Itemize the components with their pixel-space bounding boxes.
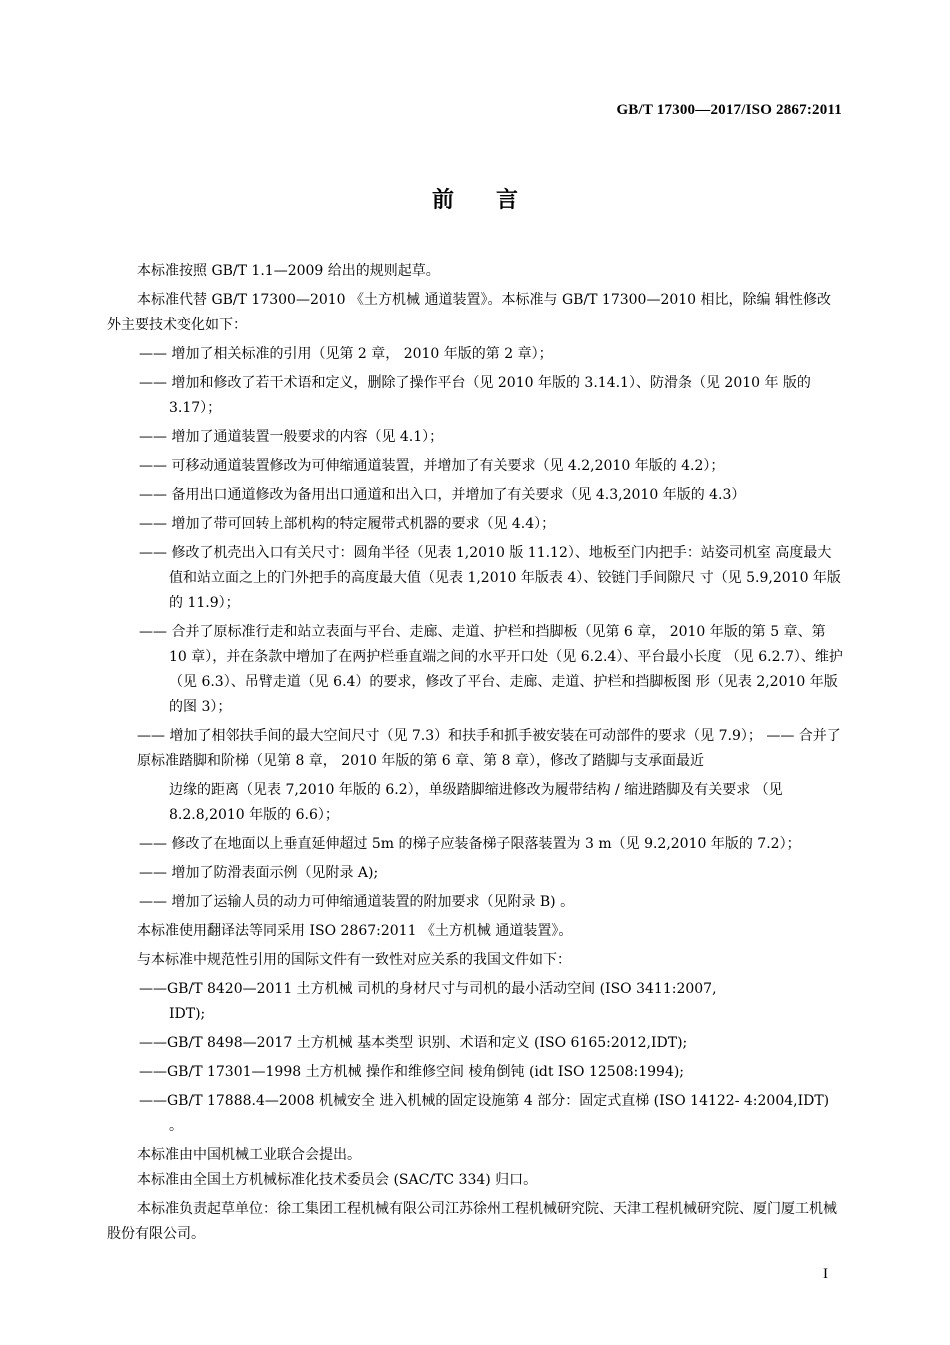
paragraph: 本标准由中国机械工业联合会提出。 bbox=[137, 1147, 361, 1163]
change-item: —— 增加了相关标准的引用（见第 2 章， 2010 年版的第 2 章）； bbox=[139, 346, 553, 362]
change-item: —— 增加了带可回转上部机构的特定履带式机器的要求（见 4.4）； bbox=[139, 516, 556, 532]
paragraph: 本标准按照 GB/T 1.1—2009 给出的规则起草。 bbox=[137, 263, 440, 279]
change-item: —— 修改了机壳出入口有关尺寸：圆角半径（见表 1,2010 版 11.12）、地板至门内把手：站姿司机室 高度最大值和站立面之上的门外把手的高度最大值（见表 1,2010 年版表 4）、铰链门手间隙尺 寸（见 5.9,2010 年版的 11.9）； bbox=[139, 545, 841, 611]
page-number: I bbox=[823, 1266, 828, 1282]
change-item: —— 增加和修改了若干术语和定义，删除了操作平台（见 2010 年版的 3.14.1）、防滑条（见 2010 年 版的 3.17）； bbox=[139, 375, 811, 416]
reference-item: ——GB/T 8498—2017 土方机械 基本类型 识别、术语和定义 (ISO 6165:2012,IDT); bbox=[139, 1035, 688, 1051]
paragraph: 与本标准中规范性引用的国际文件有一致性对应关系的我国文件如下： bbox=[137, 952, 571, 968]
reference-item-continued: IDT); bbox=[169, 1006, 206, 1022]
change-item-continued: 边缘的距离（见表 7,2010 年版的 6.2），单级踏脚缩进修改为履带结构 / 缩进踏脚及有关要求 （见 8.2.8,2010 年版的 6.6）； bbox=[169, 782, 783, 823]
page-title: 前言 bbox=[431, 188, 560, 213]
change-item: —— 增加了防滑表面示例（见附录 A); bbox=[139, 865, 379, 881]
change-item: —— 合并了原标准行走和站立表面与平台、走廊、走道、护栏和挡脚板（见第 6 章， 2010 年版的第 5 章、第 10 章），并在条款中增加了在两护栏垂直端之间的水平开口处（见 6.2.4）、平台最小长度 （见 6.2.7）、维护（见 6.3）、吊臂走道（见 6.4）的要求，修改了平台、走廊、走道、护栏和挡脚板图 形（见表 2,2010 年版的图 3）； bbox=[139, 624, 843, 715]
reference-item: ——GB/T 17301—1998 土方机械 操作和维修空间 棱角倒钝 (idt ISO 12508:1994); bbox=[139, 1064, 685, 1080]
change-item: —— 增加了通道装置一般要求的内容（见 4.1）； bbox=[139, 429, 444, 445]
change-item: —— 增加了运输人员的动力可伸缩通道装置的附加要求（见附录 B) 。 bbox=[139, 894, 575, 910]
change-item: —— 可移动通道装置修改为可伸缩通道装置，并增加了有关要求（见 4.2,2010 年版的 4.2）； bbox=[139, 458, 725, 474]
reference-item: ——GB/T 17888.4—2008 机械安全 进入机械的固定设施第 4 部分：固定式直梯 (ISO 14122- 4:2004,IDT) 。 bbox=[139, 1093, 830, 1134]
paragraph: 本标准负责起草单位：徐工集团工程机械有限公司江苏徐州工程机械研究院、天津工程机械研究院、厦门厦工机械股份有限公司。 bbox=[107, 1201, 837, 1242]
change-item: —— 修改了在地面以上垂直延伸超过 5m 的梯子应装备梯子限落装置为 3 m（见 9.2,2010 年版的 7.2）； bbox=[139, 836, 801, 852]
paragraph: 本标准代替 GB/T 17300—2010 《土方机械 通道装置》。本标准与 GB/T 17300—2010 相比，除编 辑性修改外主要技术变化如下： bbox=[107, 292, 831, 333]
foreword-body bbox=[107, 259, 843, 1251]
change-item: —— 增加了相邻扶手间的最大空间尺寸（见 7.3）和扶手和抓手被安装在可动部件的要求（见 7.9）； —— 合并了原标准踏脚和阶梯（见第 8 章， 2010 年版的第 6 章、第 8 章），修改了踏脚与支承面最近 bbox=[137, 728, 841, 769]
change-item: —— 备用出口通道修改为备用出口通道和出入口，并增加了有关要求（见 4.3,2010 年版的 4.3） bbox=[139, 487, 746, 503]
paragraph: 本标准由全国土方机械标准化技术委员会 (SAC/TC 334) 归口。 bbox=[137, 1172, 538, 1188]
standard-code: GB/T 17300—2017/ISO 2867:2011 bbox=[616, 102, 842, 118]
reference-item: ——GB/T 8420—2011 土方机械 司机的身材尺寸与司机的最小活动空间 (ISO 3411:2007, bbox=[139, 981, 717, 997]
paragraph: 本标准使用翻译法等同采用 ISO 2867:2011 《土方机械 通道装置》。 bbox=[137, 923, 573, 939]
